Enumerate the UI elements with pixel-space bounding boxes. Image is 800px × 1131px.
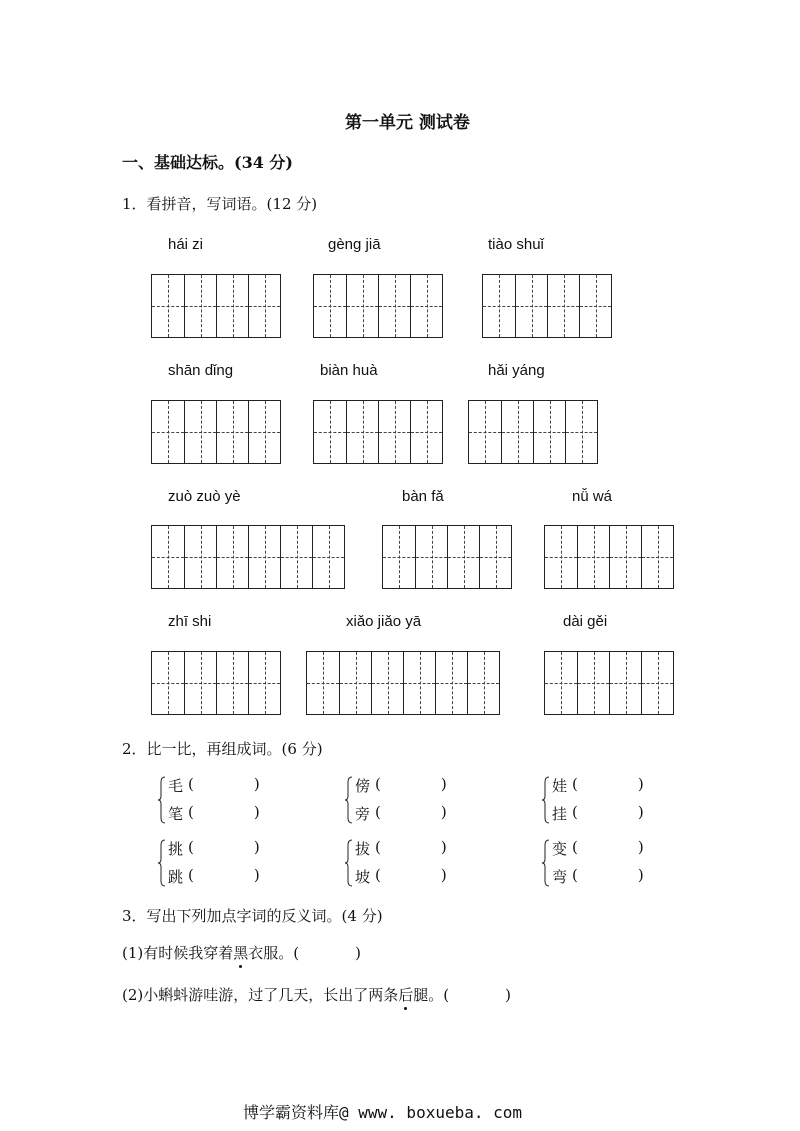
word-pair: [542, 835, 662, 891]
sentence-text: (2)小蝌蚪游哇游，过了几天，长出了两条: [122, 986, 399, 1004]
pinyin-label: hái zi: [168, 236, 204, 253]
writing-grid[interactable]: [306, 651, 500, 715]
paren-open: (: [572, 775, 578, 793]
answer-blank[interactable]: [381, 866, 441, 887]
brace-icon: [542, 839, 550, 887]
answer-blank[interactable]: [578, 803, 638, 824]
pinyin-label: hǎi yáng: [488, 362, 545, 379]
paren-open: (: [188, 838, 194, 856]
sentence-text: 衣服。(: [248, 944, 300, 962]
paren-close: ): [637, 838, 644, 856]
character: 傍: [355, 777, 371, 795]
paren-close: ): [253, 775, 260, 793]
paren-open: (: [188, 866, 194, 884]
paren-close: ): [440, 803, 447, 821]
writing-grid[interactable]: [151, 651, 281, 715]
word-pair: [345, 772, 465, 828]
paren-open: (: [572, 838, 578, 856]
writing-grid[interactable]: [151, 274, 281, 338]
question-2-prompt: 2．比一比，再组成词。(6 分): [122, 740, 323, 758]
pinyin-label: xiǎo jiǎo yā: [346, 613, 422, 630]
pinyin-label: zhī shi: [168, 613, 212, 630]
character: 旁: [355, 805, 371, 823]
paren-open: (: [188, 803, 194, 821]
pinyin-label: bàn fǎ: [402, 488, 444, 505]
answer-blank[interactable]: [381, 803, 441, 824]
pinyin-label: zuò zuò yè: [168, 488, 241, 505]
dotted-character: 黑: [233, 944, 249, 962]
sentence-1: [122, 942, 361, 963]
paren-close: ): [440, 775, 447, 793]
paren-open: (: [188, 775, 194, 793]
paren-open: (: [572, 803, 578, 821]
sentence-text: 腿。(: [413, 986, 450, 1004]
pinyin-label: biàn huà: [320, 362, 378, 379]
brace-icon: [542, 776, 550, 824]
paren-open: (: [375, 775, 381, 793]
character: 挑: [168, 840, 184, 858]
sentence-2: [122, 984, 511, 1005]
writing-grid[interactable]: [151, 525, 345, 589]
answer-blank[interactable]: [381, 775, 441, 796]
page-title: 第一单元 测试卷: [345, 113, 470, 133]
word-pair: [542, 772, 662, 828]
sentence-text: (1)有时候我穿着: [122, 944, 234, 962]
pinyin-label: gèng jiā: [328, 236, 381, 253]
writing-grid[interactable]: [482, 274, 612, 338]
character: 娃: [552, 777, 568, 795]
paren-close: ): [253, 838, 260, 856]
answer-blank[interactable]: [194, 838, 254, 859]
character: 跳: [168, 868, 184, 886]
paren-close: ): [253, 803, 260, 821]
character: 坡: [355, 868, 371, 886]
word-pair: [158, 772, 278, 828]
brace-icon: [345, 839, 353, 887]
answer-blank[interactable]: [578, 775, 638, 796]
paren-close: ): [440, 866, 447, 884]
writing-grid[interactable]: [544, 651, 674, 715]
question-3-prompt: 3．写出下列加点字词的反义词。(4 分): [122, 907, 383, 925]
pinyin-label: shān dǐng: [168, 362, 234, 379]
character: 拔: [355, 840, 371, 858]
paren-close: ): [637, 866, 644, 884]
writing-grid[interactable]: [544, 525, 674, 589]
section-heading: 一、基础达标。(34 分): [122, 153, 293, 172]
pinyin-label: dài gěi: [563, 613, 608, 630]
pinyin-label: tiào shuǐ: [488, 236, 544, 253]
pinyin-label: nǚ wá: [572, 488, 613, 505]
writing-grid[interactable]: [382, 525, 512, 589]
paren-close: ): [505, 986, 511, 1004]
answer-blank[interactable]: [194, 803, 254, 824]
paren-close: ): [355, 944, 361, 962]
character: 弯: [552, 868, 568, 886]
answer-blank[interactable]: [194, 866, 254, 887]
answer-blank[interactable]: [578, 838, 638, 859]
writing-grid[interactable]: [468, 400, 598, 464]
paren-close: ): [637, 775, 644, 793]
dotted-character: 后: [398, 986, 414, 1004]
brace-icon: [158, 839, 166, 887]
answer-blank[interactable]: [381, 838, 441, 859]
paren-close: ): [440, 838, 447, 856]
paren-open: (: [375, 838, 381, 856]
character: 挂: [552, 805, 568, 823]
answer-blank[interactable]: [578, 866, 638, 887]
character: 笔: [168, 805, 184, 823]
paren-open: (: [375, 866, 381, 884]
paren-open: (: [572, 866, 578, 884]
writing-grid[interactable]: [151, 400, 281, 464]
word-pair: [345, 835, 465, 891]
word-pair: [158, 835, 278, 891]
question-1-prompt: 1．看拼音，写词语。(12 分): [122, 195, 318, 213]
brace-icon: [345, 776, 353, 824]
brace-icon: [158, 776, 166, 824]
paren-open: (: [375, 803, 381, 821]
writing-grid[interactable]: [313, 400, 443, 464]
character: 毛: [168, 777, 184, 795]
paren-close: ): [637, 803, 644, 821]
writing-grid[interactable]: [313, 274, 443, 338]
answer-blank[interactable]: [194, 775, 254, 796]
paren-close: ): [253, 866, 260, 884]
character: 变: [552, 840, 568, 858]
footer-watermark: 博学霸资料库@ www. boxueba. com: [243, 1103, 523, 1122]
